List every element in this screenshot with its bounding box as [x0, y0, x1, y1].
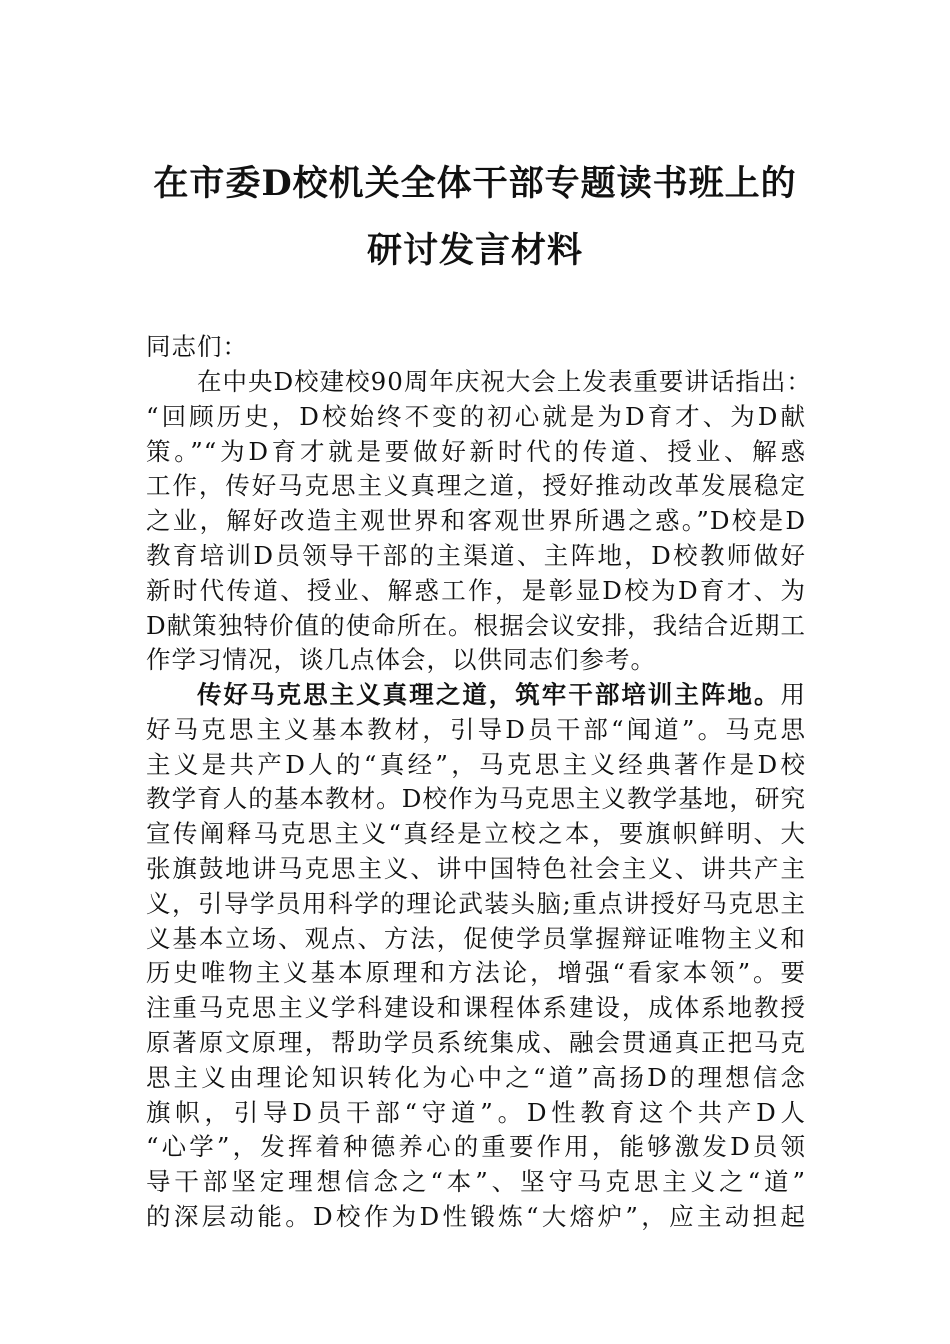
paragraph-line: 导干部坚定理想信念之“本”、坚守马克思主义之“道”: [146, 1167, 806, 1197]
section-heading: 传好马克思主义真理之道，筑牢干部培训主阵地。: [197, 680, 781, 709]
paragraph-line: D献策独特价值的使命所在。根据会议安排，我结合近期工: [146, 610, 806, 640]
paragraph-line: 旗帜，引导D员干部“守道”。D性教育这个共产D人: [146, 1097, 806, 1127]
paragraph-line: 宣传阐释马克思主义“真经是立校之本，要旗帜鲜明、大: [146, 819, 806, 849]
greeting: 同志们：: [146, 332, 248, 361]
paragraph-line: 作学习情况，谈几点体会，以供同志们参考。: [146, 645, 656, 675]
paragraph-line: 历史唯物主义基本原理和方法论，增强“看家本领”。要: [146, 958, 806, 988]
paragraph-line: 注重马克思主义学科建设和课程体系建设，成体系地教授: [146, 993, 806, 1023]
paragraph-line: 教育培训D员领导干部的主渠道、主阵地，D校教师做好: [146, 540, 806, 570]
paragraph-line: 教学育人的基本教材。D校作为马克思主义教学基地，研究: [146, 784, 806, 814]
paragraph-line: 思主义由理论知识转化为心中之“道”高扬D的理想信念: [146, 1062, 806, 1092]
paragraph-line: 之业，解好改造主观世界和客观世界所遇之惑。”D校是D: [146, 506, 806, 536]
paragraph-line: “心学”，发挥着种德养心的重要作用，能够激发D员领: [146, 1132, 806, 1162]
paragraph-line: 张旗鼓地讲马克思主义、讲中国特色社会主义、讲共产主: [146, 853, 806, 883]
paragraph-first-line: [146, 678, 806, 713]
paragraph-line: 原著原文原理，帮助学员系统集成、融会贯通真正把马克: [146, 1027, 806, 1057]
paragraph-line: 工作，传好马克思主义真理之道，授好推动改革发展稳定: [146, 471, 806, 501]
paragraph-line: 主义是共产D人的“真经”，马克思主义经典著作是D校: [146, 749, 806, 779]
paragraph-line: 策。”“为D育才就是要做好新时代的传道、授业、解惑: [146, 436, 806, 466]
paragraph-line: 好马克思主义基本教材，引导D员干部“闻道”。马克思: [146, 714, 806, 744]
paragraph-line: 义基本立场、观点、方法，促使学员掌握辩证唯物主义和: [146, 923, 806, 953]
paragraph-2: [146, 678, 806, 1235]
paragraph-line: 义，引导学员用科学的理论武装头脑;重点讲授好马克思主: [146, 888, 806, 918]
paragraph-line: 在中央D校建校90周年庆祝大会上发表重要讲话指出：: [197, 367, 812, 396]
paragraph-line: “回顾历史，D校始终不变的初心就是为D育才、为D献: [146, 401, 806, 431]
document-title-line-2: 研讨发言材料: [366, 230, 583, 271]
paragraph-line: 的深层动能。D校作为D性锻炼“大熔炉”，应主动担起: [146, 1201, 806, 1231]
document-title-line-1: 在市委D校机关全体干部专题读书班上的: [153, 163, 797, 204]
paragraph-1: [146, 365, 812, 678]
paragraph-line: 新时代传道、授业、解惑工作，是彰显D校为D育才、为: [146, 575, 806, 605]
paragraph-text: 用: [780, 680, 806, 709]
